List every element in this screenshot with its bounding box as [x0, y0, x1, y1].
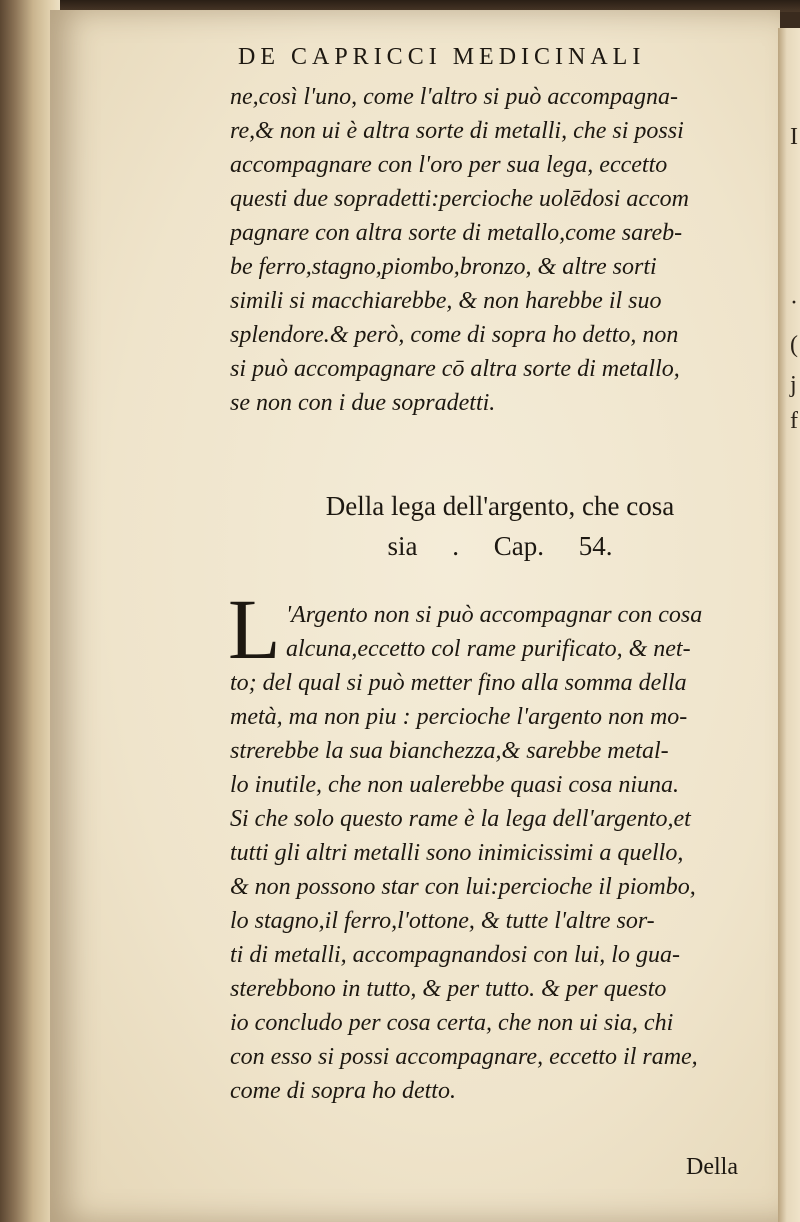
chapter-title: Della lega dell'argento, che cosa — [325, 491, 675, 521]
text-line: lo stagno,il ferro,l'ottone, & tutte l'altre sor- — [230, 908, 655, 934]
drop-cap: L — [228, 581, 281, 677]
text-line: re,& non ui è altra sorte di metalli, che si possi — [230, 118, 684, 144]
catchword: Della — [686, 1154, 738, 1180]
text-line: lo inutile, che non ualerebbe quasi cosa niuna. — [230, 772, 680, 798]
facing-page-fragment: j — [790, 372, 797, 398]
text-line: metà, ma non piu : percioche l'argento non mo- — [230, 704, 688, 730]
text-line: to; del qual si può metter fino alla somma della — [230, 670, 687, 696]
text-line: 'Argento non si può accompagnar con cosa — [286, 602, 703, 628]
text-line: Si che solo questo rame è la lega dell'argento,et — [230, 806, 691, 832]
text-line: si può accompagnare cō altra sorte di metallo, — [230, 356, 680, 382]
text-line: simili si macchiarebbe, & non harebbe il suo — [230, 288, 662, 314]
facing-page-fragment: ( — [790, 332, 798, 358]
text-line: come di sopra ho detto. — [230, 1078, 456, 1104]
text-line: se non con i due sopradetti. — [230, 390, 496, 416]
text-line: con esso si possi accompagnare, eccetto il rame, — [230, 1044, 698, 1070]
paragraph-1 — [230, 80, 770, 420]
text-line: questi due sopradetti:percioche uolēdosi accom — [230, 186, 689, 212]
running-head: DE CAPRICCI MEDICINALI — [238, 44, 646, 70]
text-line: be ferro,stagno,piombo,bronzo, & altre sorti — [230, 254, 657, 280]
text-line: alcuna,eccetto col rame purificato, & net- — [286, 636, 691, 662]
text-line: io concludo per cosa certa, che non ui sia, chi — [230, 1010, 674, 1036]
text-line: ti di metalli, accompagnandosi con lui, lo gua- — [230, 942, 680, 968]
paragraph-2 — [230, 598, 770, 1108]
text-line: sterebbono in tutto, & per tutto. & per questo — [230, 976, 667, 1002]
text-line: pagnare con altra sorte di metallo,come sareb- — [230, 220, 683, 246]
chapter-number: sia . Cap. 54. — [387, 531, 613, 561]
facing-page-fragment: I — [790, 124, 798, 150]
text-line: tutti gli altri metalli sono inimicissimi a quello, — [230, 840, 684, 866]
chapter-heading — [230, 486, 770, 566]
facing-page-fragment: f — [790, 408, 798, 434]
text-line: & non possono star con lui:percioche il piombo, — [230, 874, 696, 900]
text-line: strerebbe la sua bianchezza,& sarebbe metal- — [230, 738, 669, 764]
text-line: ne,così l'uno, come l'altro si può accompagna- — [230, 84, 678, 110]
facing-page-fragment: · — [790, 290, 798, 316]
facing-page-edge — [778, 28, 800, 1222]
text-line: splendore.& però, come di sopra ho detto, non — [230, 322, 679, 348]
text-line: accompagnare con l'oro per sua lega, eccetto — [230, 152, 668, 178]
